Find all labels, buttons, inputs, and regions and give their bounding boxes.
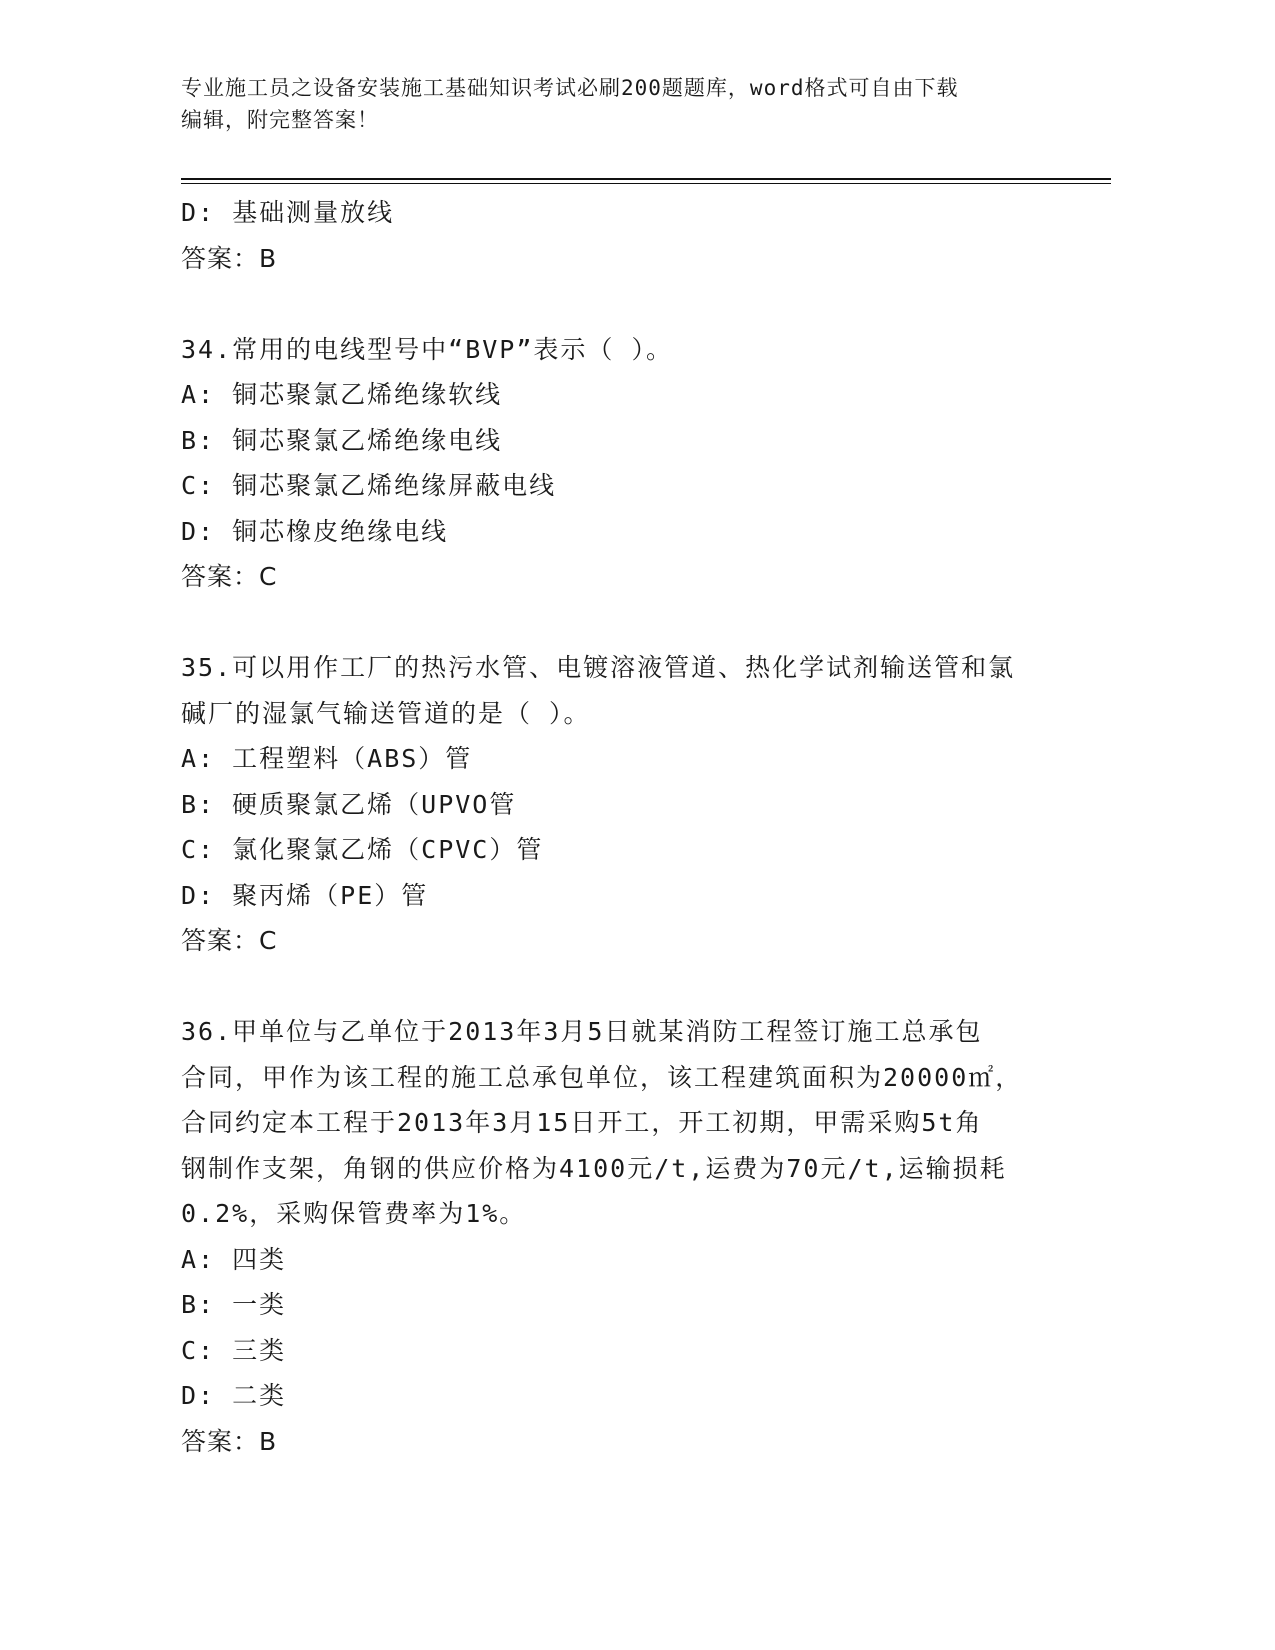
question-36 — [181, 1009, 1081, 1464]
option-b: B: 一类 — [181, 1290, 287, 1319]
option-d: D: 基础测量放线 — [181, 198, 395, 227]
header-line-1: 专业施工员之设备安装施工基础知识考试必刷200题题库，word格式可自由下载 — [181, 76, 959, 100]
answer-line: 答案：B — [181, 243, 278, 273]
question-stem-line-5: 0.2%，采购保管费率为1%。 — [181, 1199, 527, 1228]
option-d: D: 二类 — [181, 1381, 287, 1410]
spacer — [181, 281, 1081, 327]
option-d: D: 聚丙烯（PE）管 — [181, 880, 429, 910]
question-stem-line-1: 35.可以用作工厂的热污水管、电镀溶液管道、热化学试剂输送管和氯 — [181, 653, 1016, 682]
question-stem-line-3: 合同约定本工程于2013年3月15日开工，开工初期，甲需采购5t角 — [181, 1108, 983, 1137]
answer-line: 答案：C — [181, 562, 278, 591]
spacer — [181, 964, 1081, 1010]
question-35 — [181, 645, 1081, 964]
question-stem: 34.常用的电线型号中“BVP”表示（ ）。 — [181, 334, 673, 364]
question-block-previous — [181, 190, 1081, 281]
answer-line: 答案：C — [181, 926, 278, 955]
answer-line: 答案：B — [181, 1426, 278, 1456]
option-c: C: 氯化聚氯乙烯（CPVC）管 — [181, 835, 544, 864]
document-header — [181, 72, 1061, 136]
option-c: C: 铜芯聚氯乙烯绝缘屏蔽电线 — [181, 471, 557, 500]
option-a: A: 四类 — [181, 1244, 287, 1274]
question-stem-line-1: 36.甲单位与乙单位于2013年3月5日就某消防工程签订施工总承包 — [181, 1017, 983, 1046]
question-stem-line-2: 合同，甲作为该工程的施工总承包单位，该工程建筑面积为20000㎡， — [181, 1062, 1023, 1092]
question-stem-line-4: 钢制作支架，角钢的供应价格为4100元/t,运费为70元/t,运输损耗 — [181, 1153, 1007, 1183]
question-stem-line-2: 碱厂的湿氯气输送管道的是（ ）。 — [181, 698, 591, 728]
question-34 — [181, 327, 1081, 600]
spacer — [181, 600, 1081, 646]
header-divider-thin — [181, 183, 1111, 184]
option-b: B: 铜芯聚氯乙烯绝缘电线 — [181, 425, 503, 455]
option-a: A: 铜芯聚氯乙烯绝缘软线 — [181, 380, 503, 409]
option-a: A: 工程塑料（ABS）管 — [181, 744, 473, 773]
question-list — [181, 190, 1081, 1464]
option-b: B: 硬质聚氯乙烯（UPVO管 — [181, 789, 517, 819]
option-c: C: 三类 — [181, 1335, 287, 1365]
header-line-2: 编辑，附完整答案！ — [181, 108, 379, 132]
option-d: D: 铜芯橡皮绝缘电线 — [181, 516, 449, 546]
header-divider-thick — [181, 178, 1111, 180]
